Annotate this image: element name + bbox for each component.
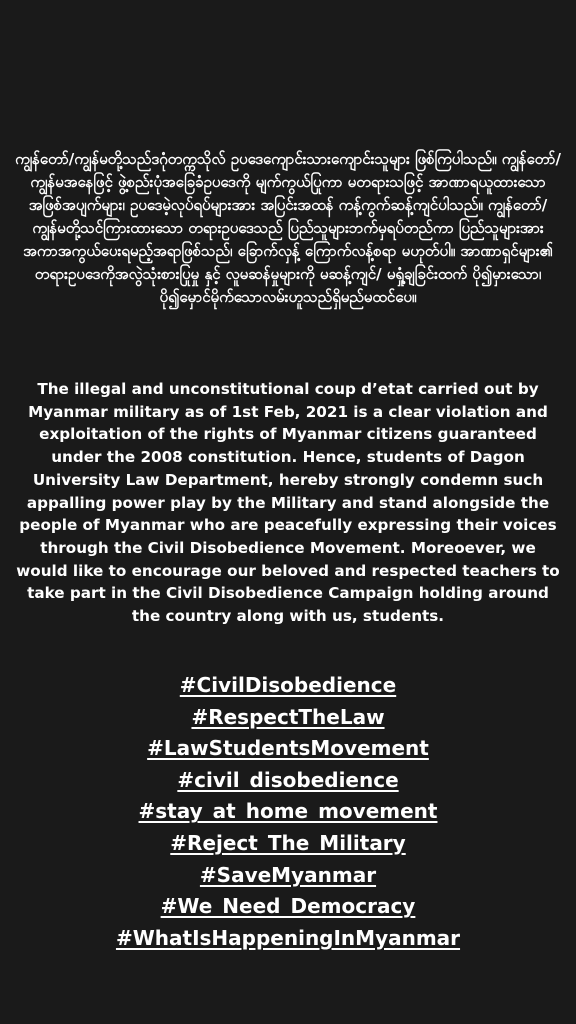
hashtag-civil-disobedience[interactable]: #CivilDisobedience: [179, 673, 397, 697]
hashtag-stay-at-home-movement[interactable]: #stay_at_home_movement: [138, 799, 438, 824]
hashtag-respect-the-law[interactable]: #RespectTheLaw: [191, 704, 385, 729]
hashtag-we-need-democracy[interactable]: #We_Need_Democracy: [160, 894, 416, 919]
hashtag-save-myanmar[interactable]: #SaveMyanmar: [199, 862, 377, 887]
hashtag-list: [0, 670, 576, 954]
hashtag-law-students-movement[interactable]: #LawStudentsMovement: [147, 736, 429, 761]
hashtag-civil-disobedience-underscore[interactable]: #civil_disobedience: [177, 767, 399, 792]
english-statement: The illegal and unconstitutional coup d’etat carried out by Myanmar military as of 1st Feb, 2021 is a clear violation and exploitation of the rights of Myanmar citizens guaranteed under the 2008 constitution. Hence, students of Dagon University Law Department, hereby strongly condemn such appalling power play by the Military and stand alongside the people of Myanmar who are peacefully expressing their voices through the Civil Disobedience Movement. Moreoever, we would like to encourage our beloved and respected teachers to take part in the Civil Disobedience Campaign holding around the country along with us, students.: [16, 380, 560, 626]
burmese-statement: ကျွန်တော်/ကျွန်မတို့သည်ဒဂုံတက္ကသိုလ် ဥပဒေကျောင်းသားကျောင်းသူများ ဖြစ်ကြပါသည်။ ကျွန်တော်/ကျွန်မအနေဖြင့် ဖွဲ့စည်းပုံအခြေခံဥပဒေကို မျက်ကွယ်ပြုကာ မတရားသဖြင့် အာဏာရယူထားသော အဖြစ်အပျက်များ၊ ဥပဒေမဲ့လုပ်ရပ်များအား အပြင်းအထန် ကန့်ကွက်ဆန့်ကျင်ပါသည်။ ကျွန်တော်/ကျွန်မတို့သင်ကြားထားသော တရားဥပဒေသည် ပြည်သူများဘက်မှရပ်တည်ကာ ပြည်သူများအား အကာအကွယ်ပေးရမည့်အရာဖြစ်သည်၊ ခြောက်လှန့် ကြောက်လန့်စရာ မဟုတ်ပါ။ အာဏာရှင်များ၏ တရားဥပဒေကိုအလွဲသုံးစားပြုမှု နှင့် လူမဆန်မှုများကို မဆန့်ကျင်/ မရှုံ့ချခြင်းထက် ပို၍မှားသော၊ ပို၍မှောင်မိုက်သောလမ်းဟူသည်ရှိမည်မထင်ပေ။: [15, 150, 561, 306]
hashtag-reject-the-military[interactable]: #Reject_The_Military: [170, 830, 406, 855]
hashtag-what-is-happening-in-myanmar[interactable]: #WhatIsHappeningInMyanmar: [115, 925, 461, 950]
